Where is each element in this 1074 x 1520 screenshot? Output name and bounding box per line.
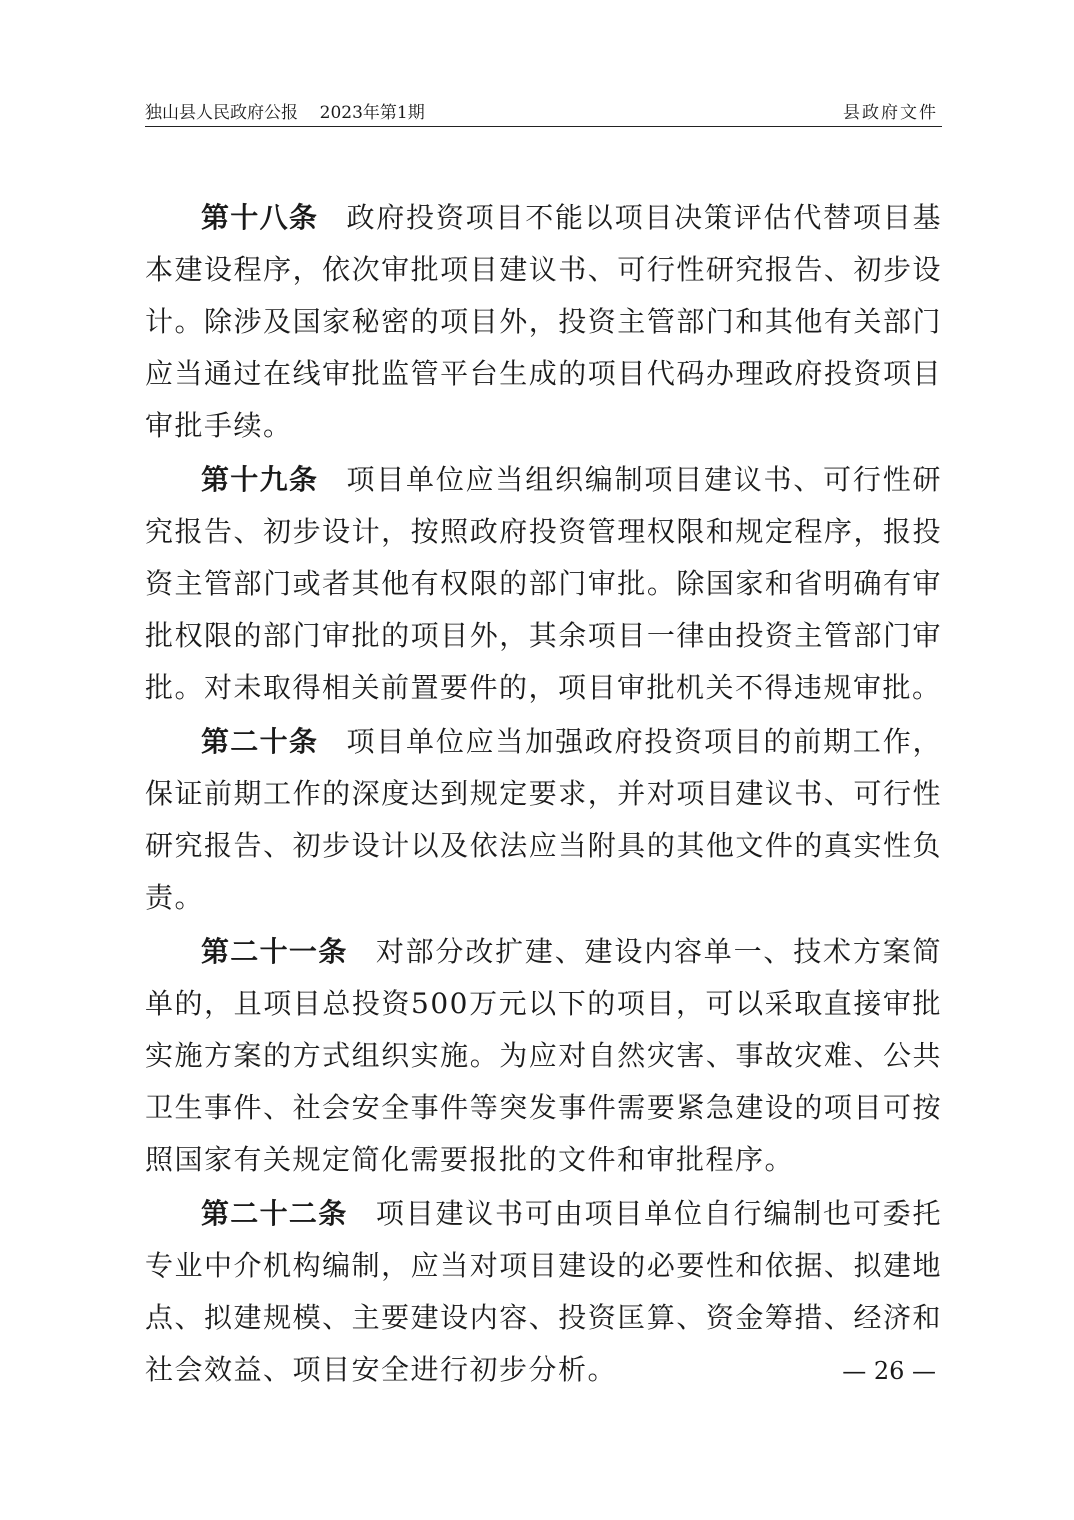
article-number: 第十八条 — [201, 201, 319, 234]
article-text: 项目单位应当加强政府投资项目的前期工作，保证前期工作的深度达到规定要求，并对项目建议书、可行性研究报告、初步设计以及依法应当附具的其他文件的真实性负责。 — [145, 725, 942, 914]
article-19 — [145, 454, 942, 714]
article-20 — [145, 716, 942, 924]
article-text: 对部分改扩建、建设内容单一、技术方案简单的，且项目总投资500万元以下的项目，可以采取直接审批实施方案的方式组织实施。为应对自然灾害、事故灾难、公共卫生事件、社会安全事件等突发事件需要紧急建设的项目可按照国家有关规定简化需要报批的文件和审批程序。 — [145, 935, 942, 1176]
page-header — [145, 100, 942, 127]
header-publication: 独山县人民政府公报 — [145, 103, 298, 123]
document-body — [145, 192, 942, 1398]
article-number: 第十九条 — [201, 463, 319, 496]
article-21 — [145, 926, 942, 1186]
article-number: 第二十一条 — [201, 935, 348, 968]
header-section: 县政府文件 — [843, 103, 938, 123]
article-text: 项目单位应当组织编制项目建议书、可行性研究报告、初步设计，按照政府投资管理权限和规定程序，报投资主管部门或者其他有权限的部门审批。除国家和省明确有审批权限的部门审批的项目外，其余项目一律由投资主管部门审批。对未取得相关前置要件的，项目审批机关不得违规审批。 — [145, 463, 942, 704]
header-publication-info — [145, 102, 425, 124]
article-number: 第二十条 — [201, 725, 319, 758]
article-18 — [145, 192, 942, 452]
page-number: — 26 — — [842, 1357, 936, 1385]
article-number: 第二十二条 — [201, 1197, 348, 1230]
article-text: 项目建议书可由项目单位自行编制也可委托专业中介机构编制，应当对项目建设的必要性和依据、拟建地点、拟建规模、主要建设内容、投资匡算、资金筹措、经济和社会效益、项目安全进行初步分析。 — [145, 1197, 942, 1386]
header-issue: 2023年第1期 — [319, 103, 425, 123]
article-text: 政府投资项目不能以项目决策评估代替项目基本建设程序，依次审批项目建议书、可行性研究报告、初步设计。除涉及国家秘密的项目外，投资主管部门和其他有关部门应当通过在线审批监管平台生成的项目代码办理政府投资项目审批手续。 — [145, 201, 942, 442]
